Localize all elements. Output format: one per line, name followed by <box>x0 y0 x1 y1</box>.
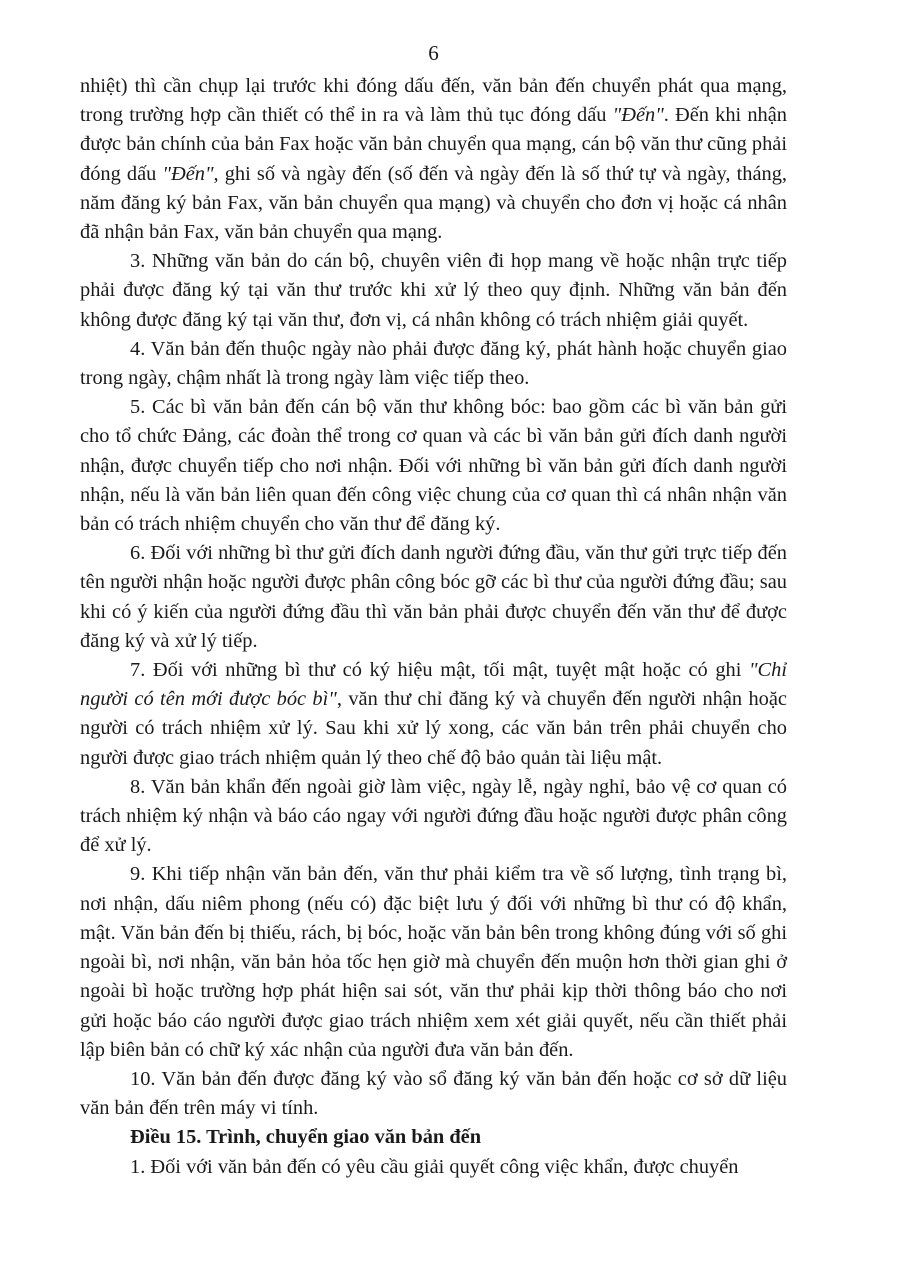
paragraph-5 <box>80 393 787 539</box>
text-run: 7. Đối với những bì thư có ký hiệu mật, tối mật, tuyệt mật hoặc có ghi <box>130 659 749 682</box>
page-number: 6 <box>428 41 439 65</box>
text-run: 5. Các bì văn bản đến cán bộ văn thư không bóc: bao gồm các bì văn bản gửi cho tổ chức Đảng, các đoàn thể trong cơ quan và các bì văn bản gửi đích danh người nhận, được chuyển tiếp cho nơi nhận. Đối với những bì văn bản gửi đích danh người nhận, nếu là văn bản liên quan đến công việc chung của cơ quan thì cá nhân nhận văn bản có trách nhiệm chuyển cho văn thư để đăng ký. <box>80 396 787 536</box>
paragraph-continued <box>80 72 787 247</box>
paragraph-4 <box>80 335 787 393</box>
text-run: 4. Văn bản đến thuộc ngày nào phải được đăng ký, phát hành hoặc chuyển giao trong ngày, chậm nhất là trong ngày làm việc tiếp theo. <box>80 337 787 390</box>
paragraph-6 <box>80 539 787 656</box>
text-run: 6. Đối với những bì thư gửi đích danh người đứng đầu, văn thư gửi trực tiếp đến tên người nhận hoặc người được phân công bóc gỡ các bì thư của người đứng đầu; sau khi có ý kiến của người đứng đầu thì văn bản phải được chuyển đến văn thư để được đăng ký và xử lý tiếp. <box>80 542 787 652</box>
paragraph-3 <box>80 247 787 335</box>
text-run: nhiệt) thì cần chụp lại trước khi đóng dấu đến, văn bản đến chuyển phát qua mạng, trong trường hợp cần thiết có thể in ra và làm thủ tục đóng dấu <box>80 75 787 127</box>
text-run: 10. Văn bản đến được đăng ký vào sổ đăng ký văn bản đến hoặc cơ sở dữ liệu văn bản đến trên máy vi tính. <box>80 1067 787 1120</box>
document-body <box>80 72 787 1182</box>
text-run: . Đến khi nhận được bản chính của bản Fax hoặc văn bản chuyển qua mạng, cán bộ văn thư cũng phải đóng dấu <box>80 104 787 185</box>
paragraph-10 <box>80 1065 787 1123</box>
paragraph-article-15-1: 1. Đối với văn bản đến có yêu cầu giải quyết công việc khẩn, được chuyển <box>130 1155 739 1178</box>
italic-text: "Đến" <box>162 162 214 185</box>
text-run: 9. Khi tiếp nhận văn bản đến, văn thư phải kiểm tra về số lượng, tình trạng bì, nơi nhận, dấu niêm phong (nếu có) đặc biệt lưu ý đối với những bì thư có độ khẩn, mật. Văn bản đến bị thiếu, rách, bị bóc, hoặc văn bản bên trong không đúng với số ghi ngoài bì, nơi nhận, văn bản hỏa tốc hẹn giờ mà chuyển đến muộn hơn thời gian ghi ở ngoài bì hoặc trường hợp phát hiện sai sót, văn thư phải kịp thời thông báo cho nơi gửi hoặc báo cáo người được giao trách nhiệm xem xét giải quyết, nếu cần thiết phải lập biên bản có chữ ký xác nhận của người đưa văn bản đến. <box>80 863 787 1061</box>
italic-text: "Chỉ người có tên mới được bóc bì" <box>80 659 787 711</box>
text-run: 3. Những văn bản do cán bộ, chuyên viên đi họp mang về hoặc nhận trực tiếp phải được đăng ký tại văn thư trước khi xử lý theo quy định. Những văn bản đến không được đăng ký tại văn thư, đơn vị, cá nhân không có trách nhiệm giải quyết. <box>80 250 787 331</box>
paragraph-8 <box>80 773 787 861</box>
italic-text: "Đến" <box>612 104 664 127</box>
article-heading: Điều 15. Trình, chuyển giao văn bản đến <box>130 1126 482 1149</box>
paragraph-9 <box>80 860 787 1064</box>
text-run: 8. Văn bản khẩn đến ngoài giờ làm việc, ngày lễ, ngày nghỉ, bảo vệ cơ quan có trách nhiệm ký nhận và báo cáo ngay với người đứng đầu hoặc người được phân công để xử lý. <box>80 775 787 857</box>
text-run: , văn thư chỉ đăng ký và chuyển đến người nhận hoặc người có trách nhiệm xử lý. Sau khi xử lý xong, các văn bản trên phải chuyển cho người được giao trách nhiệm quản lý theo chế độ bảo quản tài liệu mật. <box>80 688 787 769</box>
text-run: , ghi số và ngày đến (số đến và ngày đến là số thứ tự và ngày, tháng, năm đăng ký bản Fax, văn bản chuyển qua mạng) và chuyển cho đơn vị hoặc cá nhân đã nhận bản Fax, văn bản chuyển qua mạng. <box>80 162 787 244</box>
paragraph-7 <box>80 656 787 773</box>
